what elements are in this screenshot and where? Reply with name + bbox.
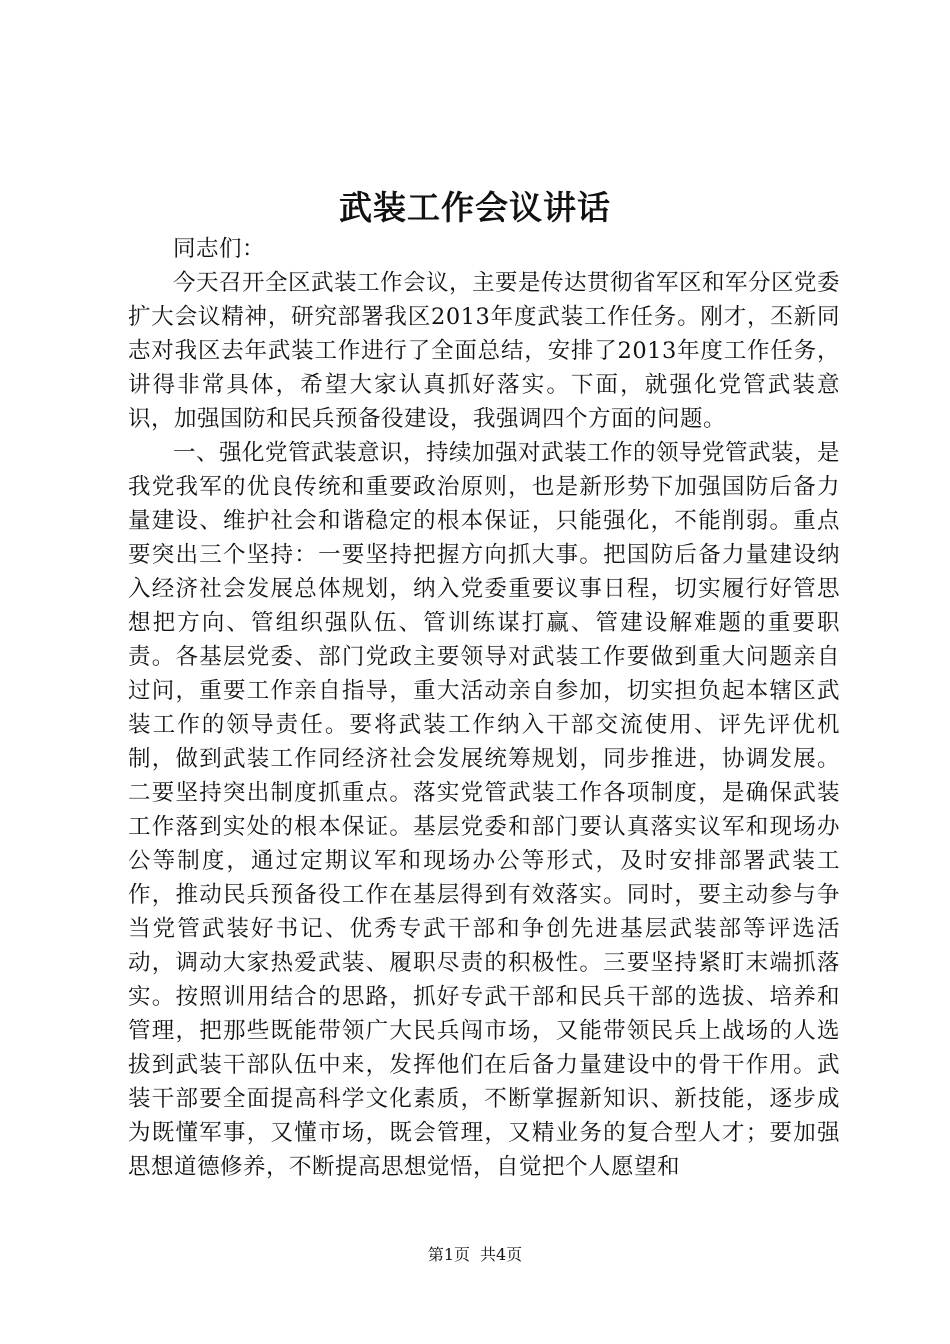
page-total: 共4页 [480, 1245, 523, 1264]
intro-paragraph: 今天召开全区武装工作会议，主要是传达贯彻省军区和军分区党委扩大会议精神，研究部署我区2013年度武装工作任务。刚才，丕新同志对我区去年武装工作进行了全面总结，安排了2013年度工作任务，讲得非常具体，希望大家认真抓好落实。下面，就强化党管武装意识，加强国防和民兵预备役建设，我强调四个方面的问题。 [128, 270, 841, 432]
page-footer [0, 1243, 950, 1267]
document-body [128, 232, 840, 1184]
salutation-paragraph: 同志们： [173, 236, 266, 262]
page-number: 第1页 [427, 1245, 470, 1264]
section-one-paragraph: 一、强化党管武装意识，持续加强对武装工作的领导党管武装，是我党我军的优良传统和重要政治原则，也是新形势下加强国防后备力量建设、维护社会和谐稳定的根本保证，只能强化，不能削弱。重点要突出三个坚持：一要坚持把握方向抓大事。把国防后备力量建设纳入经济社会发展总体规划，纳入党委重要议事日程，切实履行好管思想把方向、管组织强队伍、管训练谋打赢、管建设解难题的重要职责。各基层党委、部门党政主要领导对武装工作要做到重大问题亲自过问，重要工作亲自指导，重大活动亲自参加，切实担负起本辖区武装工作的领导责任。要将武装工作纳入干部交流使用、评先评优机制，做到武装工作同经济社会发展统筹规划，同步推进，协调发展。二要坚持突出制度抓重点。落实党管武装工作各项制度，是确保武装工作落到实处的根本保证。基层党委和部门要认真落实议军和现场办公等制度，通过定期议军和现场办公等形式，及时安排部署武装工作，推动民兵预备役工作在基层得到有效落实。同时，要主动参与争当党管武装好书记、优秀专武干部和争创先进基层武装部等评选活动，调动大家热爱武装、履职尽责的积极性。三要坚持紧盯末端抓落实。按照训用结合的思路，抓好专武干部和民兵干部的选拔、培养和管理，把那些既能带领广大民兵闯市场，又能带领民兵上战场的人选拔到武装干部队伍中来，发挥他们在后备力量建设中的骨干作用。武装干部要全面提高科学文化素质，不断掌握新知识、新技能，逐步成为既懂军事，又懂市场，既会管理，又精业务的复合型人才；要加强思想道德修养，不断提高思想觉悟，自觉把个人愿望和 [128, 440, 841, 1180]
document-title: 武装工作会议讲话 [339, 188, 611, 227]
